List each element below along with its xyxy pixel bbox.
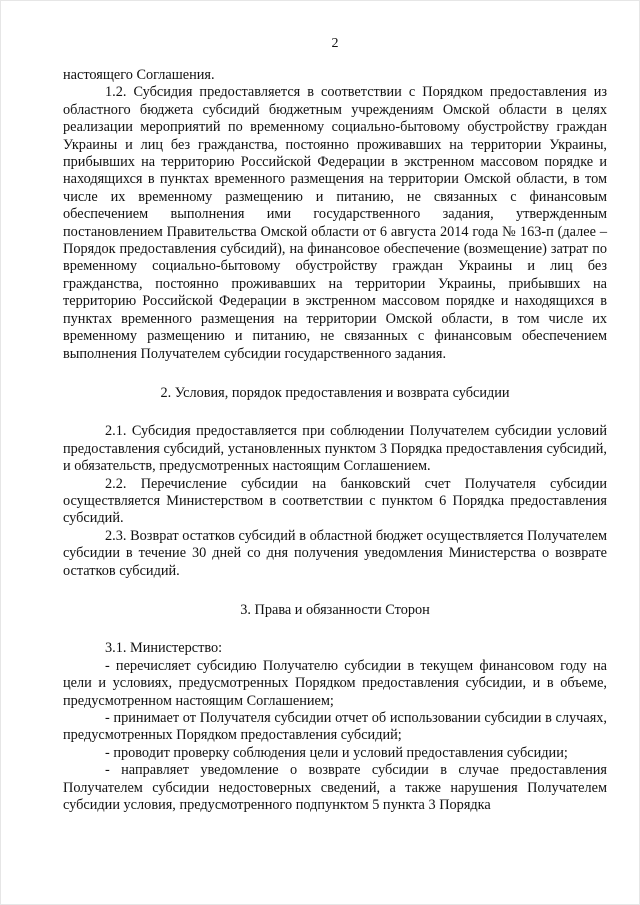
section-heading-2: 2. Условия, порядок предоставления и возврата субсидии — [160, 384, 510, 401]
paragraph-2-1: 2.1. Субсидия предоставляется при соблюдении Получателем субсидии условий предоставления субсидий, установленных пунктом 3 Порядка предоставления субсидий, и обязательств, предусмотренных настоящим Соглашением. — [63, 423, 607, 475]
list-item: - проводит проверку соблюдения цели и условий предоставления субсидии; — [105, 744, 568, 761]
page-number: 2 — [331, 36, 339, 51]
list-item: - направляет уведомление о возврате субсидии в случае предоставления Получателем субсидии недостоверных сведений, а также нарушения Получателем субсидии условия, предусмотренного подпунктом 5 пункта 3 Порядка — [63, 762, 607, 814]
section-3-body — [63, 640, 607, 814]
paragraph-3-1: 3.1. Министерство: — [105, 640, 223, 657]
list-item: - перечисляет субсидию Получателю субсидии в текущем финансовом году на цели и условиях, предусмотренных Порядком предоставления субсидии, и в объеме, предусмотренном настоящим Соглашением; — [63, 657, 607, 709]
list-item: - принимает от Получателя субсидии отчет об использовании субсидии в случаях, предусмотренных Порядком предоставления субсидий; — [63, 710, 607, 744]
section-2-body — [63, 423, 607, 580]
paragraph-2-2: 2.2. Перечисление субсидии на банковский счет Получателя субсидии осуществляется Министерством в соответствии с пунктом 6 Порядка предоставления субсидий. — [63, 475, 607, 527]
section-heading-3: 3. Права и обязанности Сторон — [240, 601, 430, 618]
paragraph-2-3: 2.3. Возврат остатков субсидий в областной бюджет осуществляется Получателем субсидии в течение 30 дней со дня получения уведомления Министерства о возврате остатков субсидий. — [63, 527, 607, 579]
paragraph-continuation: настоящего Соглашения. — [63, 67, 215, 83]
paragraph-1-2: 1.2. Субсидия предоставляется в соответствии с Порядком предоставления из областного бюджета субсидий бюджетным учреждениям Омской области в целях реализации мероприятий по временному социально-бытовому обустройству граждан Украины и лиц без гражданства, постоянно проживавших на территории Украины, прибывших на территорию Российской Федерации в экстренном массовом порядке и находящихся в пунктах временного размещения на территории Омской области, в том числе их временному размещению и питанию, не связанных с финансовым обеспечением выполнения ими государственного задания, утвержденным постановлением Правительства Омской области от 6 августа 2014 года № 163-п (далее – Порядок предоставления субсидий), на финансовое обеспечение (возмещение) затрат по временному социально-бытовому обустройству граждан Украины и лиц без гражданства, постоянно проживавших на территории Украины, прибывших на территорию Российской Федерации в экстренном массовом порядке и находящихся в пунктах временного размещения на территории Омской области, в том числе их временному размещению и питанию, не связанных с финансовым обеспечением выполнения Получателем субсидии государственного задания. — [63, 84, 607, 362]
intro-block — [63, 67, 607, 363]
